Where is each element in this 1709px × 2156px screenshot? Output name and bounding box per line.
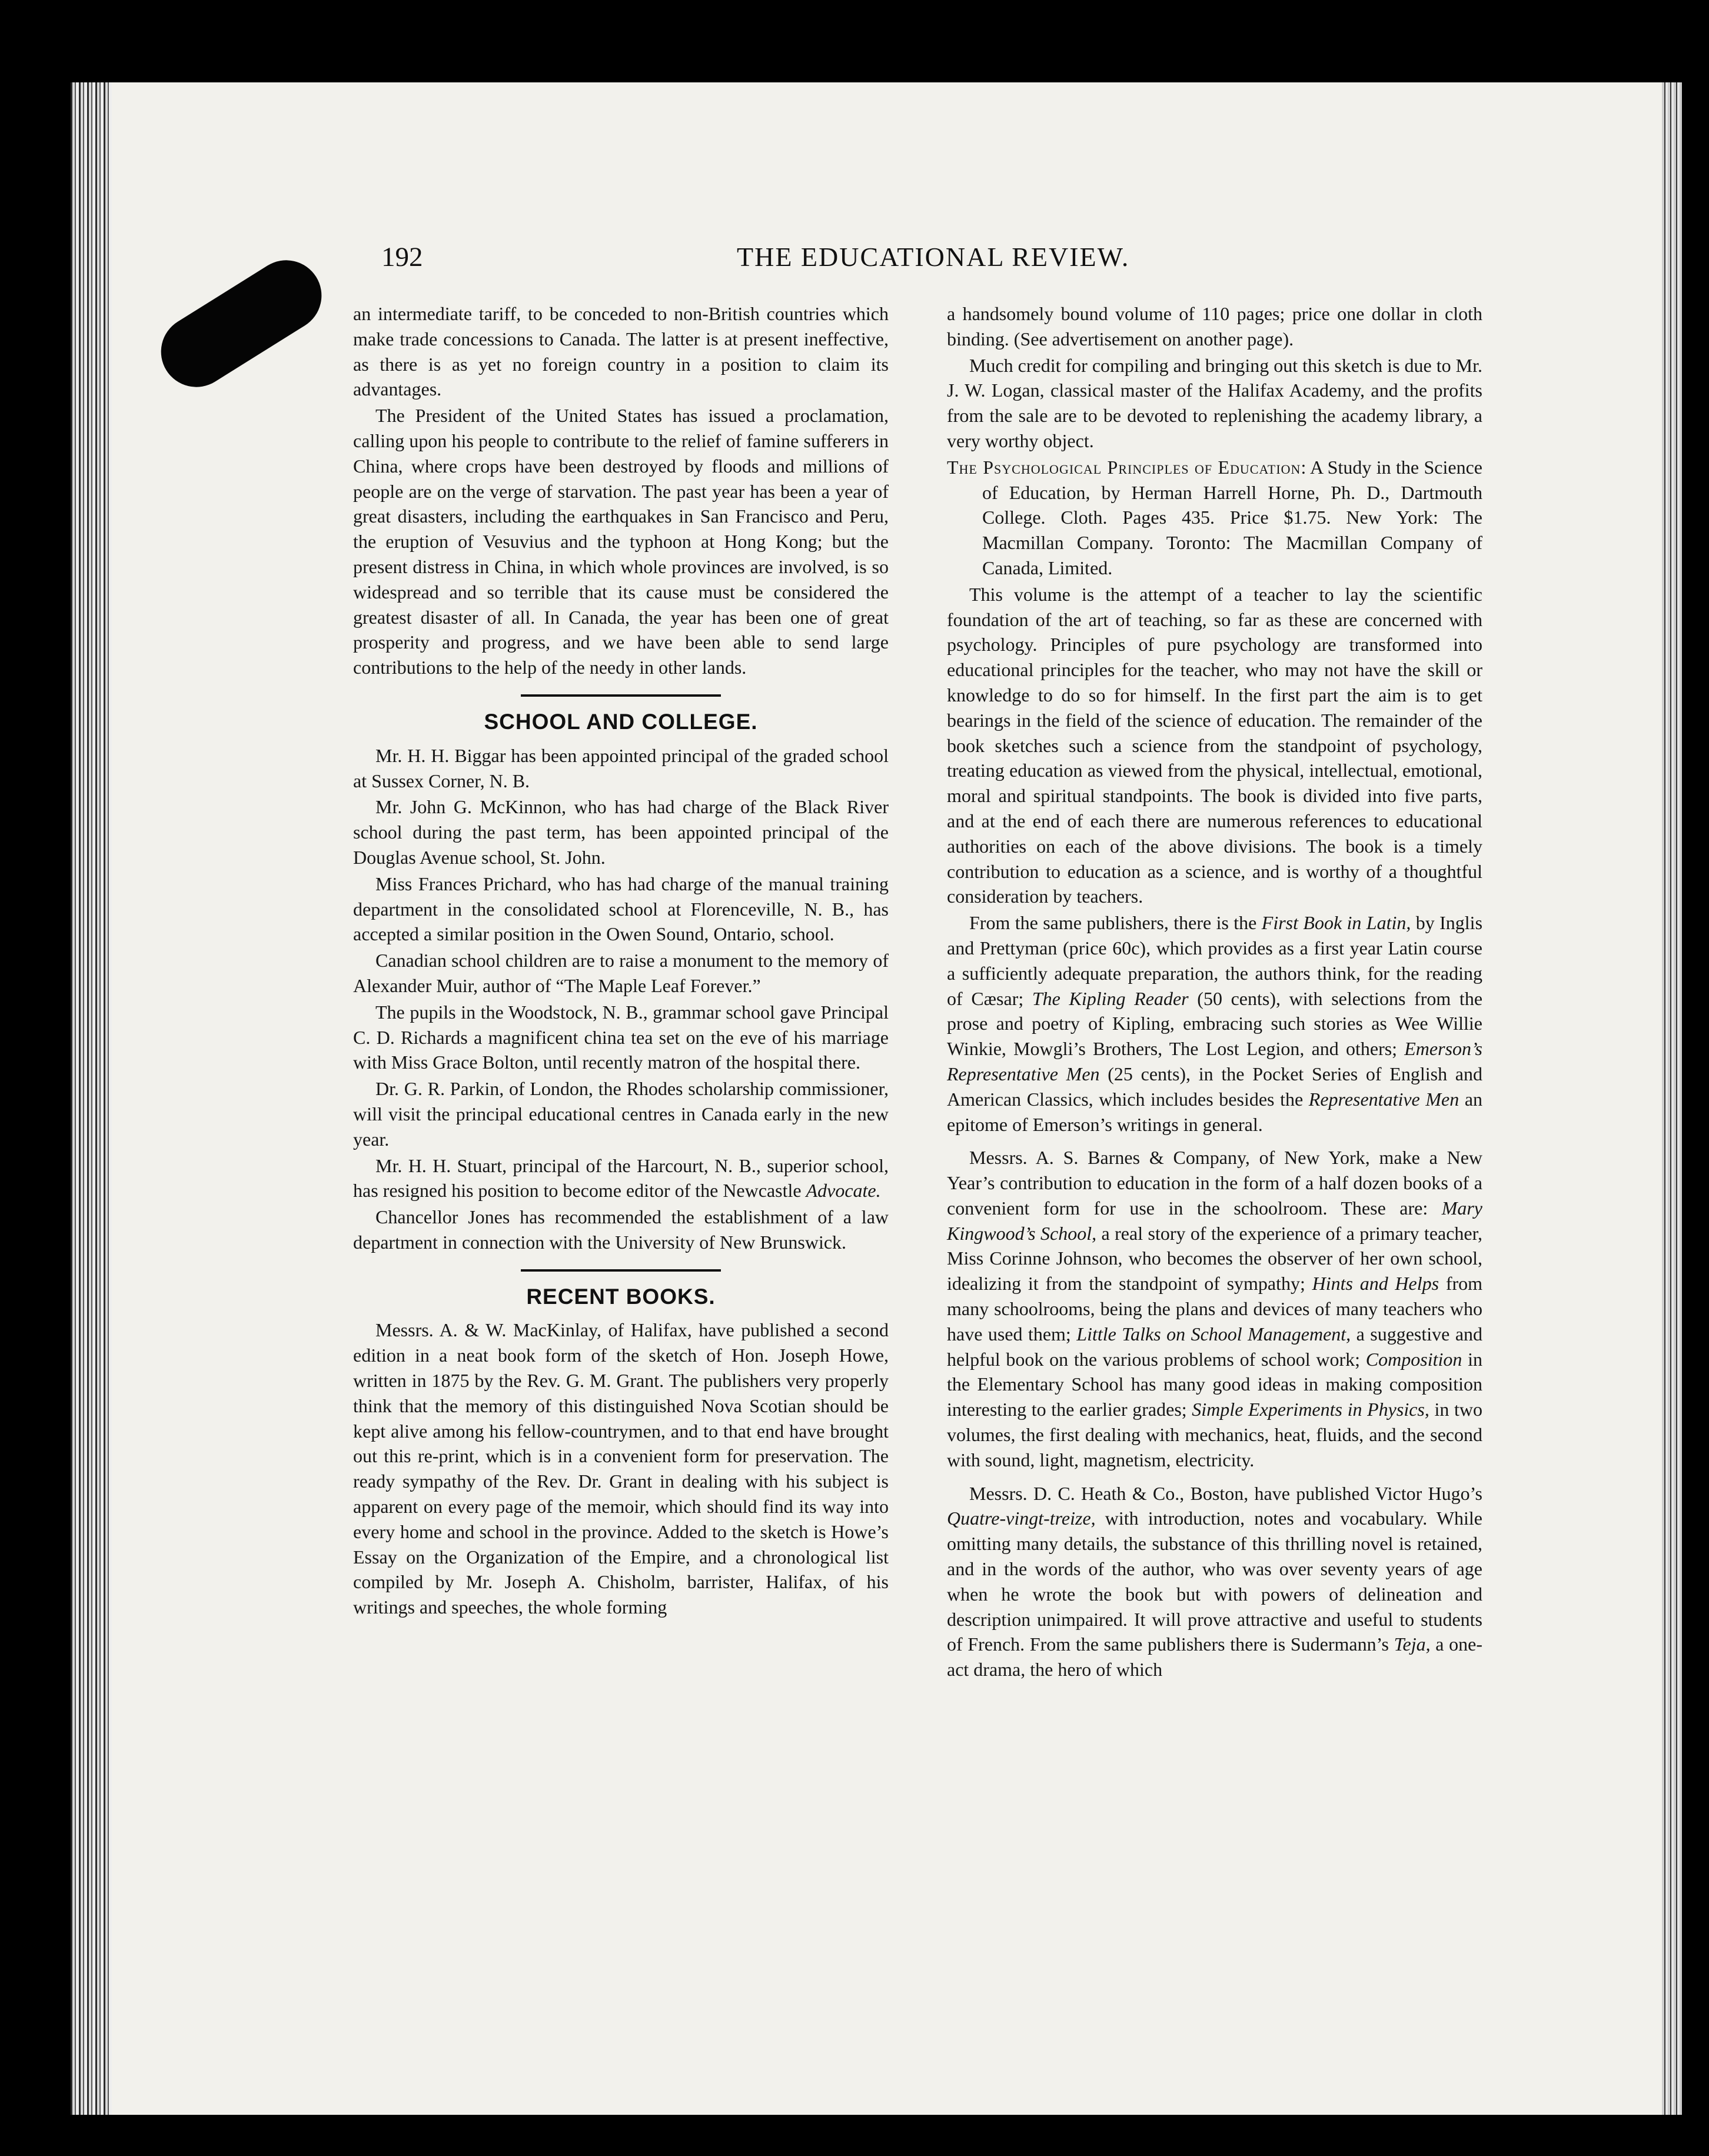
news-item: Canadian school children are to raise a monument to the memory of Alexander Muir, author of “The Maple Leaf Forever.” bbox=[353, 950, 889, 996]
news-item: Chancellor Jones has recommended the establishment of a law department in connection with the University of New Brunswick. bbox=[353, 1206, 889, 1253]
section-rule bbox=[521, 1269, 721, 1272]
book-review bbox=[947, 1145, 1482, 1472]
news-item: Mr. H. H. Biggar has been appointed principal of the graded school at Sussex Corner, N. B. bbox=[353, 744, 889, 791]
book-title: The Kipling Reader bbox=[1032, 987, 1189, 1009]
section-heading-recent-books: RECENT BOOKS. bbox=[526, 1284, 716, 1309]
book-title: Emerson’s Representative Men bbox=[947, 1038, 1482, 1084]
section-rule bbox=[521, 694, 721, 697]
book-title: First Book in Latin, bbox=[1261, 912, 1411, 934]
text: Messrs. A. S. Barnes & Company, of New York, make a New Year’s contribution to education in the form of a half dozen books of a convenient form for use in the schoolroom. These are: bbox=[947, 1147, 1482, 1219]
running-title: THE EDUCATIONAL REVIEW. bbox=[737, 242, 1130, 272]
text: a one-act drama, the hero of which bbox=[947, 1633, 1483, 1681]
text: with introduction, notes and vocabulary. While omitting many details, the substance of this thrilling novel is retained, and in the words of the author, who was over seventy years of age when he wrote the book but with powers of delineation and description unimpaired. It will prove attractive and useful to students of French. From the same publishers there is Sudermann’s bbox=[947, 1508, 1482, 1655]
book-title: Little Talks on School Management, bbox=[1076, 1323, 1351, 1345]
text: a suggestive and helpful book on the various problems of school work; bbox=[947, 1323, 1483, 1370]
book-title: The Psychological Principles of Education bbox=[947, 456, 1301, 478]
page-number: 192 bbox=[381, 242, 423, 272]
text: an epitome of Emerson’s writings in general. bbox=[947, 1088, 1483, 1135]
book-title: Representative Men bbox=[1308, 1088, 1459, 1110]
book-title: Teja, bbox=[1394, 1633, 1431, 1655]
page-clip bbox=[148, 247, 335, 401]
book-review bbox=[947, 910, 1482, 1137]
page-binding-edge bbox=[71, 82, 112, 2115]
text: by Inglis and Prettyman (price 60c), which provides as a first year Latin course a sufficiently adequate preparation, the authors think, for the reading of Cæsar; bbox=[947, 912, 1483, 1009]
page-header bbox=[381, 241, 1517, 288]
book-title: Simple Experiments in Physics, bbox=[1192, 1399, 1429, 1420]
book-review: Messrs. A. & W. MacKinlay, of Halifax, have published a second edition in a neat book form of the sketch of Hon. Joseph Howe, written in 1875 by the Rev. G. M. Grant. The publishers very properly think that the memory of this distinguished Nova Scotian should be kept alive among his fellow-countrymen, and to that end have brought out this re-print, which is in a convenient form for preservation. The ready sympathy of the Rev. Dr. Grant in dealing with his subject is apparent on every page of the memoir, which should find its way into every home and school in the province. Added to the sketch is Howe’s Essay on the Organization of the Empire, and a chronological list compiled by Mr. Joseph A. Chisholm, barrister, Halifax, of his writings and speeches, the whole forming bbox=[353, 1319, 889, 1618]
paragraph: a handsomely bound volume of 110 pages; price one dollar in cloth binding. (See advertisement on another page). bbox=[947, 303, 1482, 350]
news-item bbox=[353, 1153, 889, 1204]
book-title: Composition bbox=[1365, 1348, 1462, 1370]
news-item: Dr. G. R. Parkin, of London, the Rhodes scholarship commissioner, will visit the principal educational centres in Canada early in the new year. bbox=[353, 1078, 889, 1150]
text: Messrs. D. C. Heath & Co., Boston, have published Victor Hugo’s bbox=[969, 1482, 1482, 1504]
paragraph: an intermediate tariff, to be conceded to non-British countries which make trade concessions to Canada. The latter is at present ineffective, as there is as yet no foreign country in a position to claim its advantages. bbox=[353, 303, 889, 400]
book-review bbox=[947, 1481, 1482, 1682]
text: from many schoolrooms, being the plans and devices of many teachers who have used them; bbox=[947, 1273, 1483, 1345]
left-column bbox=[353, 301, 889, 1621]
text: in the Elementary School has many good ideas in making composition interesting to the earlier grades; bbox=[947, 1348, 1483, 1420]
text: in two volumes, the first dealing with mechanics, heat, fluids, and the second with sound, light, magnetism, electricity. bbox=[947, 1399, 1482, 1470]
text: : A Study in the Science of Education, by Herman Harrell Horne, Ph. D., Dartmouth College. Cloth. Pages 435. Price $1.75. New York: The Macmillan Company. Toronto: The Macmillan Company of Canada, Limited. bbox=[982, 456, 1482, 578]
publication-title: Advocate. bbox=[806, 1180, 881, 1202]
book-review: This volume is the attempt of a teacher to lay the scientific foundation of the art of teaching, so far as these are concerned with psychology. Principles of pure psychology are transformed into educational principles for the teacher, who may not have the skill or knowledge to do so for himself. In the first part the aim is to get bearings in the field of the science of education. The remainder of the book sketches such a science from the standpoint of psychology, treating education as viewed from the physical, intellectual, emotional, moral and spiritual standpoints. The book is divided into five parts, and at the end of each there are numerous references to educational authorities on each of the above divisions. The book is a timely contribution to education as a science, and is worthy of a thoughtful consideration by teachers. bbox=[947, 583, 1482, 907]
page-right-edge bbox=[1662, 82, 1682, 2115]
text: From the same publishers, there is the bbox=[969, 912, 1262, 934]
book-title: Quatre-vingt-treize, bbox=[947, 1508, 1096, 1529]
text: a real story of the experience of a primary teacher, Miss Corinne Johnson, who becomes the observer of her own school, idealizing it from the standpoint of sympathy; bbox=[947, 1222, 1482, 1295]
news-item: The pupils in the Woodstock, N. B., grammar school gave Principal C. D. Richards a magnificent china tea set on the eve of his marriage with Miss Grace Bolton, until recently matron of the hospital there. bbox=[353, 1001, 889, 1073]
news-item: Miss Frances Prichard, who has had charge of the manual training department in the consolidated school at Florenceville, N. B., has accepted a similar position in the Owen Sound, Ontario, school. bbox=[353, 873, 889, 945]
paragraph: Much credit for compiling and bringing out this sketch is due to Mr. J. W. Logan, classical master of the Halifax Academy, and the profits from the sale are to be devoted to replenishing the academy library, a very worthy object. bbox=[947, 354, 1482, 451]
book-citation bbox=[947, 455, 1482, 581]
text: (25 cents), in the Pocket Series of English and American Classics, which includes besides the bbox=[947, 1063, 1483, 1110]
text: (50 cents), with selections from the prose and poetry of Kipling, embracing such stories as Wee Willie Winkie, Mowgli’s Brothers, The Lost Legion, and others; bbox=[947, 987, 1483, 1060]
paragraph: The President of the United States has issued a proclamation, calling upon his people to contribute to the relief of famine sufferers in China, where crops have been destroyed by floods and millions of people are on the verge of starvation. The past year has been a year of great disasters, including the earthquakes in San Francisco and Peru, the eruption of Vesuvius and the typhoon at Hong Kong; but the present distress in China, in which whole provinces are involved, is so widespread and so terrible that its cause must be considered the greatest disaster of all. In Canada, the year has been one of great prosperity and progress, and we have been able to send large contributions to the help of the needy in other lands. bbox=[353, 405, 889, 678]
section-heading-school-and-college: SCHOOL AND COLLEGE. bbox=[484, 709, 758, 734]
news-item: Mr. John G. McKinnon, who has had charge of the Black River school during the past term, has been appointed principal of the Douglas Avenue school, St. John. bbox=[353, 796, 889, 868]
book-title: Hints and Helps bbox=[1312, 1273, 1439, 1295]
right-column bbox=[947, 301, 1482, 1683]
text: Mr. H. H. Stuart, principal of the Harcourt, N. B., superior school, has resigned his position to become editor of the Newcastle bbox=[353, 1154, 889, 1202]
book-title: Mary Kingwood’s School, bbox=[947, 1197, 1482, 1244]
